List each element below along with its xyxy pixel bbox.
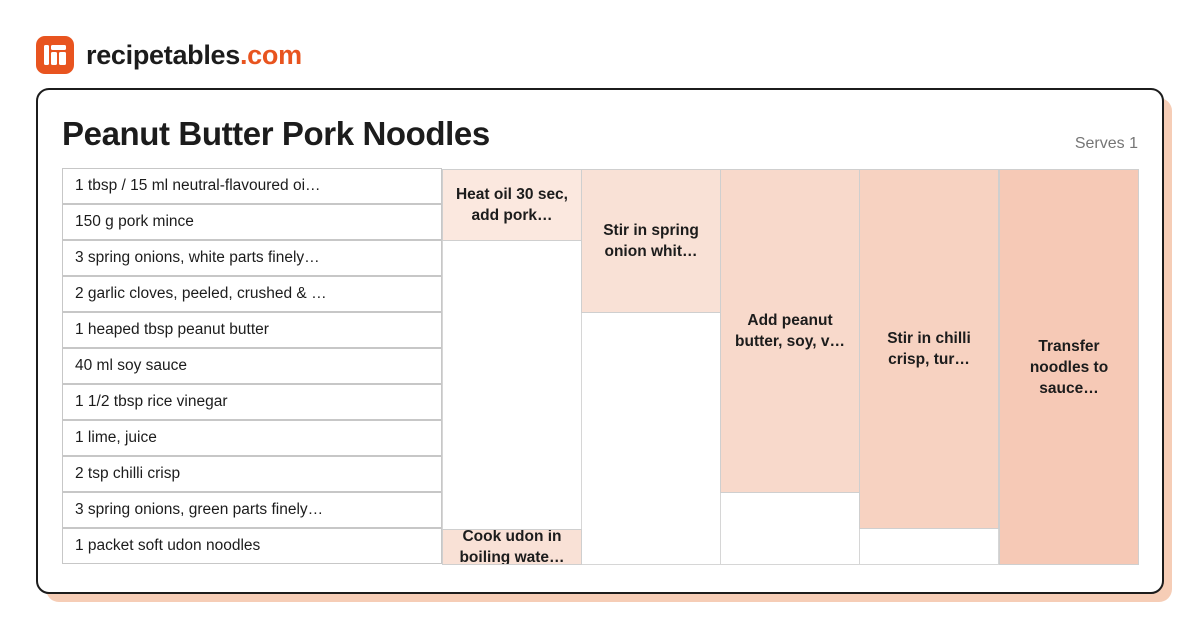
ingredient-row[interactable]: 2 tsp chilli crisp	[62, 456, 442, 492]
ingredient-row[interactable]: 150 g pork mince	[62, 204, 442, 240]
recipe-table	[62, 169, 1139, 565]
serves-label: Serves 1	[1074, 135, 1138, 152]
ingredient-row[interactable]: 1 tbsp / 15 ml neutral-flavoured oi…	[62, 168, 442, 204]
ingredient-row[interactable]: 1 packet soft udon noodles	[62, 528, 442, 564]
ingredient-row[interactable]: 1 1/2 tbsp rice vinegar	[62, 384, 442, 420]
step-cell[interactable]: Add peanut butter, soy, v…	[720, 169, 860, 493]
step-cell[interactable]: Heat oil 30 sec, add pork…	[442, 169, 582, 241]
step-cell[interactable]: Transfer noodles to sauce…	[999, 169, 1139, 565]
ingredient-row[interactable]: 2 garlic cloves, peeled, crushed & …	[62, 276, 442, 312]
step-cell[interactable]: Stir in spring onion whit…	[581, 169, 721, 313]
ingredient-row[interactable]: 40 ml soy sauce	[62, 348, 442, 384]
ingredient-row[interactable]: 1 lime, juice	[62, 420, 442, 456]
brand-name-tld: .com	[239, 39, 302, 70]
ingredient-row[interactable]: 1 heaped tbsp peanut butter	[62, 312, 442, 348]
recipe-title: Peanut Butter Pork Noodles	[62, 115, 490, 152]
brand-name	[86, 40, 302, 71]
ingredient-row[interactable]: 3 spring onions, white parts finely…	[62, 240, 442, 276]
table-chart-icon	[36, 36, 74, 74]
step-cell[interactable]: Stir in chilli crisp, tur…	[859, 169, 999, 529]
brand-name-main: recipetables	[86, 39, 240, 70]
step-cell[interactable]: Cook udon in boiling wate…	[442, 529, 582, 565]
ingredient-row[interactable]: 3 spring onions, green parts finely…	[62, 492, 442, 528]
brand-header[interactable]	[36, 36, 302, 74]
